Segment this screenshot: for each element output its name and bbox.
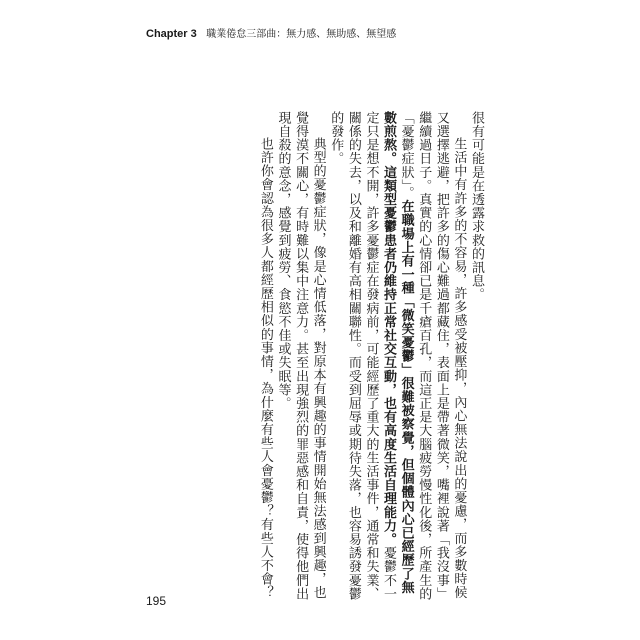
- vertical-text-body: [140, 111, 485, 601]
- chapter-title: 職業倦怠三部曲：無力感、無助感、無望感: [206, 29, 397, 40]
- chapter-label: Chapter 3: [146, 28, 197, 40]
- paragraph-4: 也許你會認為很多人都經歷相似的事情，為什麼有些人會憂鬱？有些人不會？: [257, 137, 273, 600]
- paragraph-2: [327, 111, 468, 601]
- page-number: 195: [146, 594, 167, 608]
- running-header: [146, 27, 396, 42]
- paragraph-2-bold-text: 在職場上有一種「微笑憂鬱」很難被察覺，但個體內心已經歷了無數煎熬。這類型憂鬱患者仍維持正常社交互動，也有高度生活自理能力。: [381, 111, 414, 595]
- paragraph-2-text-before: 生活中有許多的不容易，許多感受被壓抑，內心無法說出的憂慮，而多數時候又選擇逃避，把許多的傷心難過都藏住，表面上是帶著微笑，嘴裡說著「我沒事」繼續過日子。真實的心情卻已是千瘡百孔，而這正是大腦疲勞慢性化後，所產生的「憂鬱症狀」。: [398, 111, 467, 601]
- paragraph-3: 典型的憂鬱症狀，像是心情低落，對原本有興趣的事情開始無法感到興趣，也覺得漠不關心，有時難以集中注意力。甚至出現強烈的罪惡感和自責，使得他們出現自殺的意念，感覺到疲勞、食慾不佳或失眠等。: [275, 111, 326, 601]
- paragraph-1: 很有可能是在透露求救的訊息。: [469, 111, 484, 302]
- paragraph-2-text-after: 憂鬱不一定只是想不開，許多憂鬱症在發病前，可能經歷了重大的生活事件，通常和失業、關係的失去，以及和離婚有高相關聯性。而受到屈辱或期待失落，也容易誘發憂鬱的發作。: [328, 111, 397, 601]
